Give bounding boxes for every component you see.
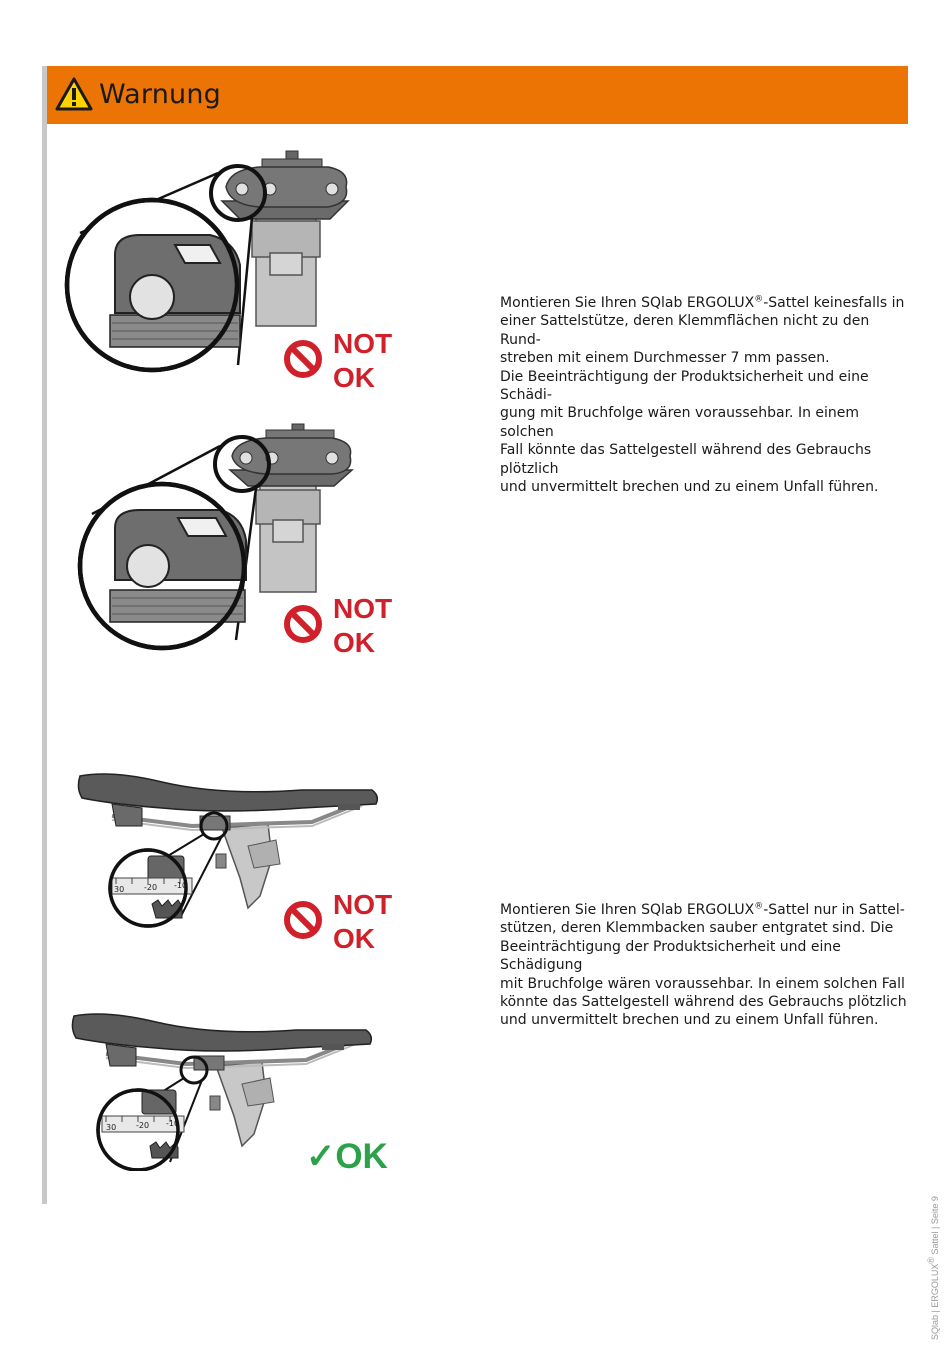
paragraph-1-line-3: streben mit einem Durchmesser 7 mm passen. xyxy=(500,350,830,367)
scale-label: 30 xyxy=(106,1123,117,1132)
paragraph-2 xyxy=(500,901,910,1030)
verdict-text: NOT OK xyxy=(333,593,393,658)
paragraph-1-line-7: und unvermittelt brechen und zu einem Unfall führen. xyxy=(500,479,879,496)
warning-header xyxy=(47,66,908,124)
paragraph-2-line-3: Beeinträchtigung der Produktsicherheit und eine Schädigung xyxy=(500,938,841,974)
scale-label: 30 xyxy=(114,885,125,894)
prohibited-icon xyxy=(283,339,323,379)
verdict-ok xyxy=(306,1136,388,1178)
scale-label: -10 xyxy=(166,1119,180,1128)
paragraph-2-line-2: stützen, deren Klemmbacken sauber entgratet sind. Die xyxy=(500,920,894,937)
paragraph-2-line-1: Montieren Sie Ihren SQlab ERGOLUX®-Sattel nur in Sattel- xyxy=(500,901,905,918)
warning-title: Warnung xyxy=(99,79,222,110)
verdict-not-ok-3 xyxy=(283,888,403,958)
verdict-text: NOT OK xyxy=(333,889,393,954)
left-margin-rule xyxy=(42,66,47,1204)
paragraph-1 xyxy=(500,294,910,496)
verdict-text: NOT OK xyxy=(333,328,393,393)
paragraph-2-line-5: könnte das Sattelgestell während des Gebrauchs plötzlich xyxy=(500,994,907,1011)
page-footer: SQlab | ERGOLUX® Sattel | Seite 9 xyxy=(926,1196,940,1340)
paragraph-1-line-6: Fall könnte das Sattelgestell während des Gebrauchs plötzlich xyxy=(500,442,872,477)
warning-triangle-icon xyxy=(55,77,93,111)
paragraph-1-line-2: einer Sattelstütze, deren Klemmflächen nicht zu den Rund- xyxy=(500,313,870,348)
scale-label: -20 xyxy=(144,883,158,892)
paragraph-1-line-5: gung mit Bruchfolge wären voraussehbar. In einem solchen xyxy=(500,405,860,440)
prohibited-icon xyxy=(283,900,323,940)
checkmark-icon: ✓ xyxy=(306,1137,336,1176)
verdict-not-ok-1 xyxy=(283,327,403,397)
scale-label: -10 xyxy=(174,881,188,890)
paragraph-1-line-4: Die Beeinträchtigung der Produktsicherheit und eine Schädi- xyxy=(500,368,869,404)
scale-label: -20 xyxy=(136,1121,150,1130)
prohibited-icon xyxy=(283,604,323,644)
verdict-ok-label: OK xyxy=(335,1137,388,1176)
verdict-not-ok-2 xyxy=(283,592,403,662)
paragraph-2-line-4: mit Bruchfolge wären voraussehbar. In einem solchen Fall xyxy=(500,975,905,992)
paragraph-2-line-6: und unvermittelt brechen und zu einem Unfall führen. xyxy=(500,1012,879,1029)
paragraph-1-line-1: Montieren Sie Ihren SQlab ERGOLUX®-Sattel keinesfalls in xyxy=(500,294,905,311)
